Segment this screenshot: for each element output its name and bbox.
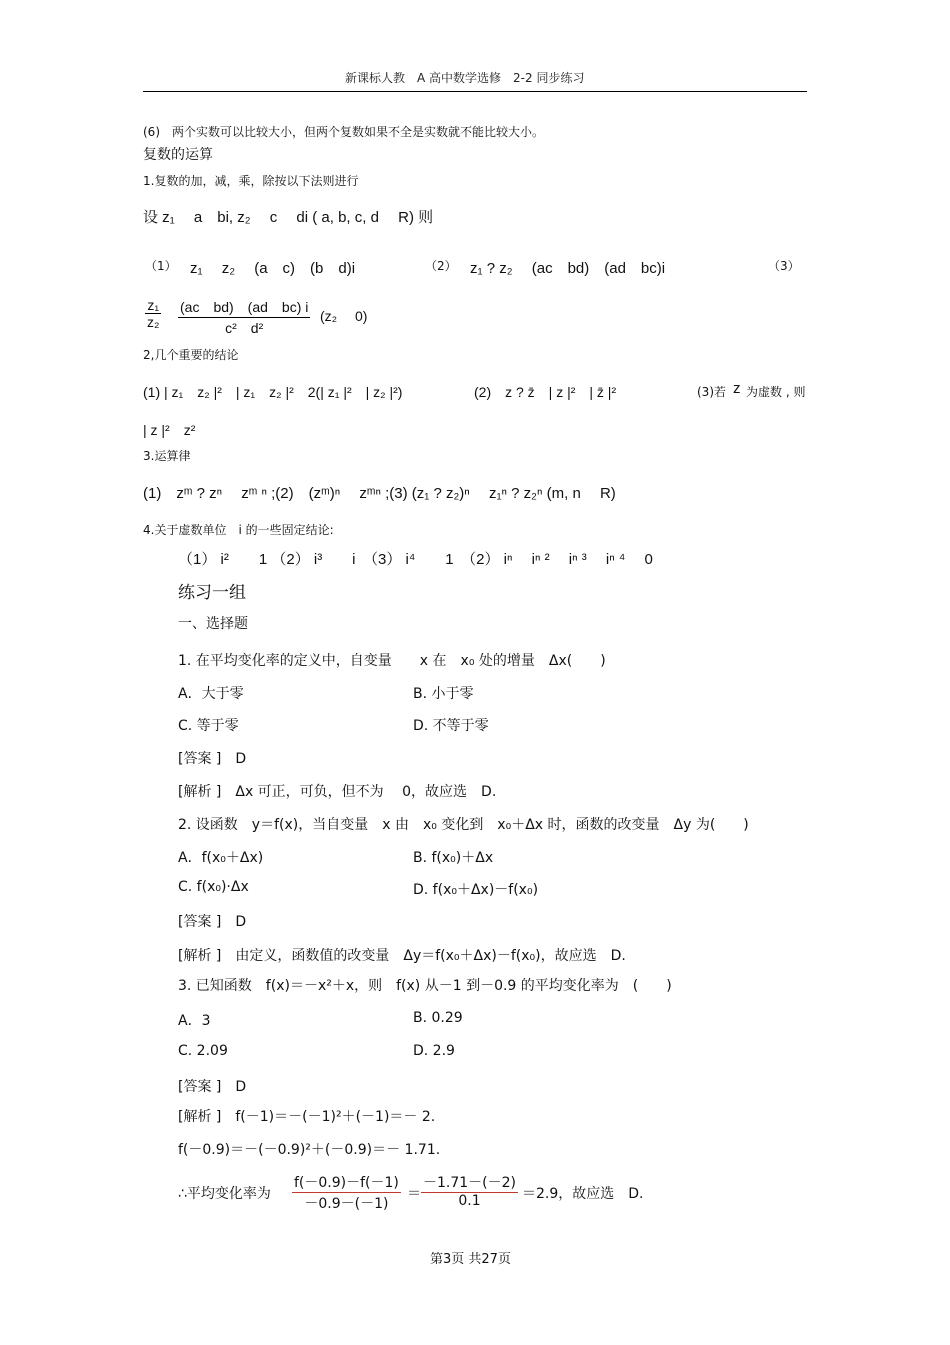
rule-4: 4.关于虚数单位 i 的一些固定结论: [143,523,334,537]
q1-analysis: [解析 ] Δx 可正，可负，但不为 0，故应选 D. [178,784,497,800]
op1-label: （1） [145,259,177,273]
division-rhs-fraction [178,297,310,338]
q2-option-b: B. f(x₀)＋Δx [413,850,494,866]
q2-analysis: [解析 ] 由定义，函数值的改变量 Δy＝f(x₀＋Δx)－f(x₀)，故应选 D. [178,948,626,964]
q3-rate-suffix: ＝2.9，故应选 D. [522,1186,644,1202]
q2-option-d: D. f(x₀＋Δx)－f(x₀) [413,882,539,898]
q3-fraction-2-numerator: －1.71－(－2) [423,1175,517,1191]
op2-label: （2） [425,259,457,273]
q3-analysis-line-1: [解析 ] f(－1)＝－(－1)²＋(－1)＝－ 2. [178,1109,436,1125]
division-denominator: z₂ [147,314,160,330]
q3-rate-fraction-1 [292,1172,401,1213]
q1-option-d: D. 不等于零 [413,718,489,734]
q2-stem: 2. 设函数 y＝f(x)，当自变量 x 由 x₀ 变化到 x₀＋Δx 时，函数的改变量 Δy 为( ) [178,817,749,833]
conclusion-1: (1) | z₁ z₂ |² | z₁ z₂ |² 2(| z₁ |² | z₂ |²) [143,384,403,400]
division-numerator: z₁ [147,297,160,313]
conclusion-3-suffix: 为虚数 , 则 [746,385,806,399]
q1-option-a: A．大于零 [178,686,244,702]
q2-option-a: A．f(x₀＋Δx) [178,850,264,866]
header-rule [143,91,807,92]
q3-option-d: D. 2.9 [413,1043,455,1059]
page-header-title: 新课标人教 A 高中数学选修 2-2 同步练习 [345,71,585,85]
op2-formula: z₁ ? z₂ (ac bd) (ad bc)i [470,260,666,277]
rule-2: 2,几个重要的结论 [143,348,239,362]
q3-option-a: A．3 [178,1013,211,1029]
q3-rate-fraction-2 [421,1172,518,1209]
conclusion-2: (2) z ? z̄ | z |² | z̄ |² [474,384,617,400]
conclusion-3-prefix: (3)若 [697,385,726,399]
section-multiple-choice: 一、选择题 [178,616,248,632]
q1-stem: 1. 在平均变化率的定义中，自变量 x 在 x₀ 处的增量 Δx( ) [178,653,606,669]
q1-option-c: C. 等于零 [178,718,239,734]
division-condition: (z₂ 0) [320,308,368,324]
q3-equals: ＝ [407,1186,421,1202]
q3-fraction-2-denominator: 0.1 [458,1193,481,1209]
rule-1: 1.复数的加，减，乘，除按以下法则进行 [143,174,359,188]
q1-option-b: B. 小于零 [413,686,474,702]
let-line: 设 z₁ a bi, z₂ c di ( a, b, c, d R) 则 [143,209,434,226]
page-footer: 第3页 共27页 [430,1252,511,1267]
op3-label: （3） [768,259,800,273]
section-heading: 复数的运算 [143,147,213,163]
division-rhs-denominator: c² d² [225,320,264,336]
conclusion-3-z: z [733,380,741,397]
conclusion-3-formula: | z |² z² [143,422,196,438]
i-facts: （1） i² 1 （2） i³ i （3） i⁴ 1 （2） iⁿ iⁿ ² iⁿ ³ iⁿ ⁴ 0 [178,551,653,568]
q3-analysis-line-2: f(－0.9)＝－(－0.9)²＋(－0.9)＝－ 1.71. [178,1142,441,1158]
op1-formula: z₁ z₂ (a c) (b d)i [190,260,356,277]
q3-fraction-1-numerator: f(－0.9)－f(－1) [294,1175,399,1191]
exercise-group-title: 练习一组 [178,583,246,603]
q3-stem: 3. 已知函数 f(x)＝－x²＋x，则 f(x) 从－1 到－0.9 的平均变化率为 ( ) [178,978,672,994]
q3-rate-prefix: ∴平均变化率为 [178,1186,271,1202]
q3-answer: [答案 ] D [178,1079,247,1095]
item-6: (6) 两个实数可以比较大小，但两个复数如果不全是实数就不能比较大小。 [143,125,545,139]
q2-option-c: C. f(x₀)·Δx [178,879,249,895]
division-rhs-numerator: (ac bd) (ad bc) i [180,299,309,315]
operation-laws: (1) zᵐ ? zⁿ zᵐ ⁿ ;(2) (zᵐ)ⁿ zᵐⁿ ;(3) (z₁ ? z₂)ⁿ z₁ⁿ ? z₂ⁿ (m, n R) [143,485,616,502]
q1-answer: [答案 ] D [178,751,247,767]
q3-option-c: C. 2.09 [178,1043,228,1059]
division-lhs-fraction [145,297,161,330]
rule-3: 3.运算律 [143,449,191,463]
q3-option-b: B. 0.29 [413,1010,463,1026]
q2-answer: [答案 ] D [178,914,247,930]
q3-fraction-1-denominator: －0.9－(－1) [304,1196,389,1212]
